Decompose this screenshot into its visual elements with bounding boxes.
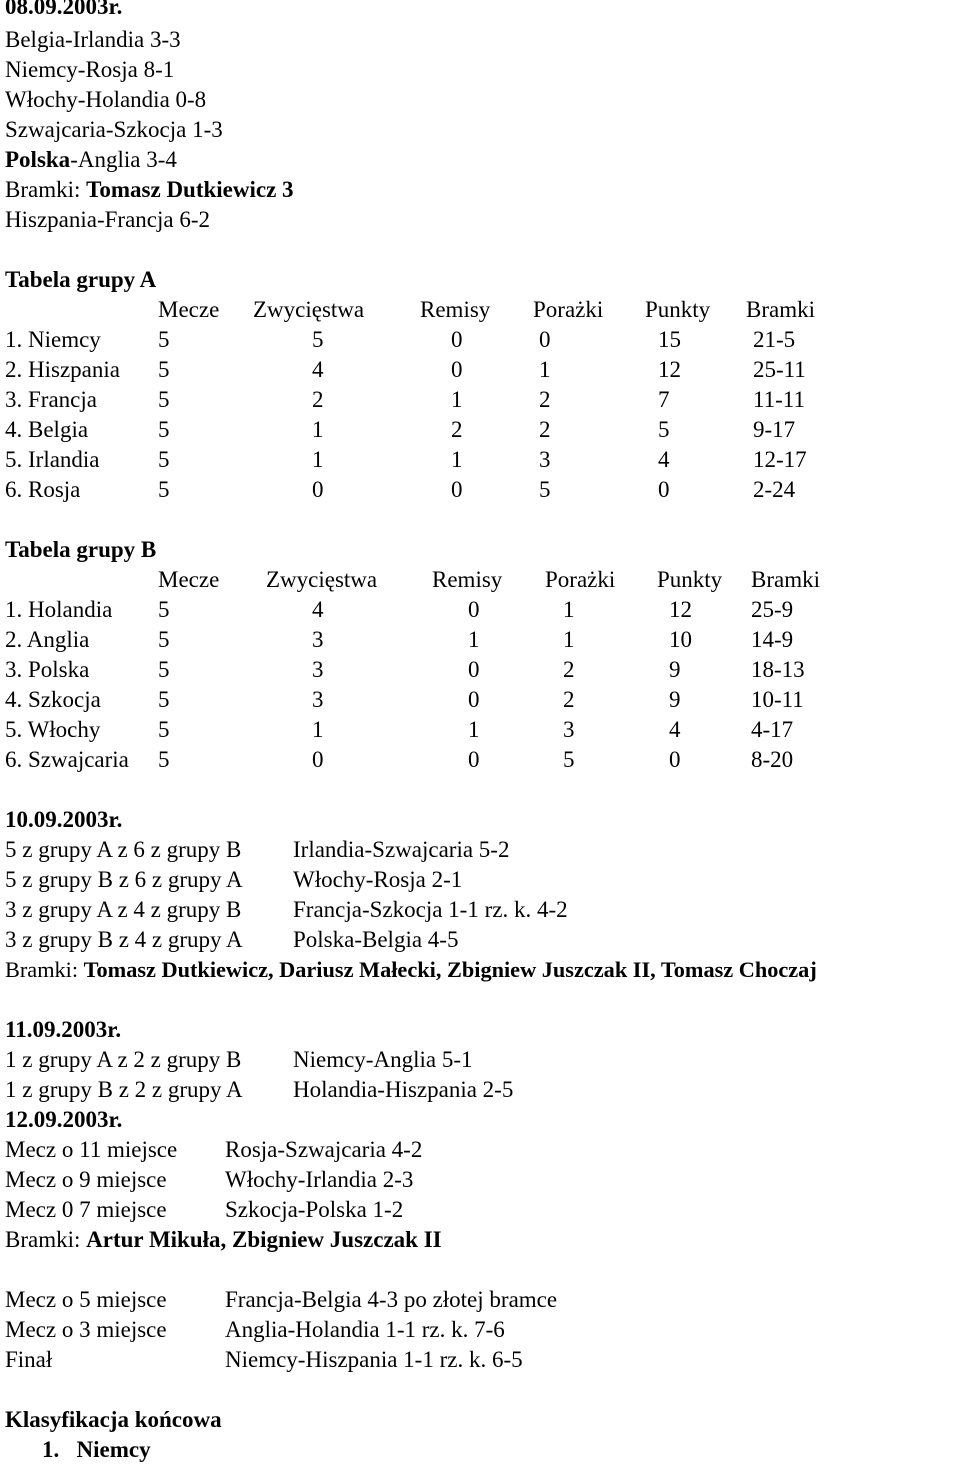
day1-match-4: Szwajcaria-Szkocja 1-3 [5, 117, 223, 142]
match-label: 5 z grupy B z 6 z grupy A [5, 867, 243, 892]
day1-match-1: Belgia-Irlandia 3-3 [5, 27, 181, 52]
cell-team: 2. Hiszpania [5, 357, 120, 382]
group-a-header-mecze: Mecze [158, 297, 220, 322]
table-row [5, 445, 960, 475]
day4-date: 12.09.2003r. [5, 1107, 123, 1132]
cell-zwyciestwa: 1 [312, 447, 324, 472]
cell-bramki: 4-17 [751, 717, 794, 742]
day2-date: 10.09.2003r. [5, 807, 123, 832]
cell-porazki: 2 [539, 417, 551, 442]
cell-porazki: 0 [539, 327, 551, 352]
table-row [5, 475, 960, 505]
cell-zwyciestwa: 4 [312, 357, 324, 382]
table-row [5, 625, 960, 655]
day1-match-3: Włochy-Holandia 0-8 [5, 87, 207, 112]
match-result: Francja-Szkocja 1-1 rz. k. 4-2 [293, 897, 568, 922]
scorers-names: Tomasz Dutkiewicz, Dariusz Małecki, Zbigniew Juszczak II, Tomasz Choczaj [83, 957, 817, 982]
group-a-header-punkty: Punkty [645, 297, 711, 322]
table-row [5, 415, 960, 445]
cell-mecze: 5 [158, 687, 170, 712]
cell-punkty: 4 [658, 447, 670, 472]
group-a-header-bramki: Bramki [746, 297, 815, 322]
cell-mecze: 5 [158, 747, 170, 772]
match-label: Mecz o 11 miejsce [5, 1137, 178, 1162]
day1-match-polska [5, 145, 177, 175]
match-result: Irlandia-Szwajcaria 5-2 [293, 837, 510, 862]
cell-zwyciestwa: 3 [312, 687, 324, 712]
group-b-header-zwyciestwa: Zwycięstwa [266, 567, 378, 592]
cell-porazki: 2 [563, 687, 575, 712]
cell-bramki: 12-17 [753, 447, 807, 472]
cell-remisy: 0 [468, 687, 480, 712]
cell-punkty: 12 [658, 357, 681, 382]
scorers-names: Tomasz Dutkiewicz 3 [86, 177, 294, 202]
match-result: Holandia-Hiszpania 2-5 [293, 1077, 514, 1102]
cell-zwyciestwa: 1 [312, 717, 324, 742]
table-row [5, 655, 960, 685]
cell-bramki: 8-20 [751, 747, 794, 772]
group-a-header-remisy: Remisy [420, 297, 491, 322]
table-row [5, 595, 960, 625]
cell-mecze: 5 [158, 417, 170, 442]
match-label: 1 z grupy B z 2 z grupy A [5, 1077, 243, 1102]
match-label: 1 z grupy A z 2 z grupy B [5, 1047, 242, 1072]
cell-punkty: 12 [669, 597, 692, 622]
cell-punkty: 15 [658, 327, 681, 352]
cell-porazki: 5 [563, 747, 575, 772]
day1-scorers [5, 175, 294, 205]
group-b-title: Tabela grupy B [5, 537, 157, 562]
cell-remisy: 1 [451, 447, 463, 472]
cell-mecze: 5 [158, 447, 170, 472]
group-b-header-mecze: Mecze [158, 567, 220, 592]
polska-match-rest: -Anglia 3-4 [70, 147, 177, 172]
day3-date: 11.09.2003r. [5, 1017, 122, 1042]
cell-bramki: 11-11 [753, 387, 805, 412]
day4-scorers [5, 1225, 442, 1255]
match-label: 3 z grupy B z 4 z grupy A [5, 927, 243, 952]
match-label: Mecz 0 7 miejsce [5, 1197, 167, 1222]
cell-porazki: 3 [539, 447, 551, 472]
cell-mecze: 5 [158, 717, 170, 742]
cell-punkty: 0 [669, 747, 681, 772]
cell-porazki: 1 [539, 357, 551, 382]
cell-team: 3. Polska [5, 657, 90, 682]
match-result: Włochy-Irlandia 2-3 [225, 1167, 414, 1192]
table-row [5, 715, 960, 745]
cell-zwyciestwa: 2 [312, 387, 324, 412]
cell-team: 4. Belgia [5, 417, 89, 442]
match-label: 5 z grupy A z 6 z grupy B [5, 837, 242, 862]
cell-punkty: 10 [669, 627, 692, 652]
day1-match-6: Hiszpania-Francja 6-2 [5, 207, 211, 232]
scorers-names: Artur Mikuła, Zbigniew Juszczak II [86, 1227, 442, 1252]
group-b-header-remisy: Remisy [432, 567, 503, 592]
match-label: 3 z grupy A z 4 z grupy B [5, 897, 242, 922]
cell-bramki: 2-24 [753, 477, 796, 502]
cell-team: 1. Holandia [5, 597, 113, 622]
cell-mecze: 5 [158, 327, 170, 352]
cell-mecze: 5 [158, 597, 170, 622]
cell-bramki: 21-5 [753, 327, 796, 352]
cell-punkty: 0 [658, 477, 670, 502]
match-result: Anglia-Holandia 1-1 rz. k. 7-6 [225, 1317, 505, 1342]
cell-bramki: 14-9 [751, 627, 794, 652]
group-a-header-row [5, 295, 960, 325]
day2-scorers [5, 955, 817, 985]
cell-remisy: 0 [451, 327, 463, 352]
table-row [5, 745, 960, 775]
match-result: Niemcy-Hiszpania 1-1 rz. k. 6-5 [225, 1347, 523, 1372]
table-row [5, 685, 960, 715]
cell-porazki: 1 [563, 627, 575, 652]
day1-date: 08.09.2003r. [5, 0, 123, 19]
cell-mecze: 5 [158, 477, 170, 502]
cell-team: 2. Anglia [5, 627, 90, 652]
cell-punkty: 5 [658, 417, 670, 442]
cell-remisy: 0 [468, 747, 480, 772]
cell-punkty: 9 [669, 657, 681, 682]
group-b-header-bramki: Bramki [751, 567, 820, 592]
cell-remisy: 0 [451, 357, 463, 382]
cell-bramki: 25-11 [753, 357, 806, 382]
cell-bramki: 10-11 [751, 687, 804, 712]
day1-match-2: Niemcy-Rosja 8-1 [5, 57, 175, 82]
group-b-header-row [5, 565, 960, 595]
cell-zwyciestwa: 5 [312, 327, 324, 352]
cell-remisy: 1 [468, 717, 480, 742]
cell-bramki: 9-17 [753, 417, 796, 442]
cell-punkty: 7 [658, 387, 670, 412]
cell-porazki: 3 [563, 717, 575, 742]
cell-bramki: 25-9 [751, 597, 794, 622]
group-a-title: Tabela grupy A [5, 267, 157, 292]
final-ranking-title: Klasyfikacja końcowa [5, 1407, 222, 1432]
cell-zwyciestwa: 4 [312, 597, 324, 622]
cell-remisy: 0 [451, 477, 463, 502]
match-result: Niemcy-Anglia 5-1 [293, 1047, 473, 1072]
cell-team: 5. Włochy [5, 717, 101, 742]
table-row [5, 385, 960, 415]
cell-mecze: 5 [158, 357, 170, 382]
cell-team: 3. Francja [5, 387, 97, 412]
cell-zwyciestwa: 3 [312, 657, 324, 682]
cell-team: 6. Szwajcaria [5, 747, 129, 772]
match-result: Szkocja-Polska 1-2 [225, 1197, 404, 1222]
polska-team-name: Polska [5, 147, 71, 172]
cell-team: 1. Niemcy [5, 327, 101, 352]
cell-remisy: 0 [468, 597, 480, 622]
cell-remisy: 2 [451, 417, 463, 442]
match-result: Polska-Belgia 4-5 [293, 927, 459, 952]
cell-mecze: 5 [158, 627, 170, 652]
cell-remisy: 1 [451, 387, 463, 412]
cell-bramki: 18-13 [751, 657, 805, 682]
scorers-label: Bramki: [5, 957, 84, 982]
cell-porazki: 5 [539, 477, 551, 502]
cell-mecze: 5 [158, 387, 170, 412]
group-b-header-porazki: Porażki [545, 567, 616, 592]
cell-zwyciestwa: 0 [312, 747, 324, 772]
cell-remisy: 1 [468, 627, 480, 652]
match-result: Rosja-Szwajcaria 4-2 [225, 1137, 423, 1162]
match-result: Francja-Belgia 4-3 po złotej bramce [225, 1287, 558, 1312]
cell-zwyciestwa: 3 [312, 627, 324, 652]
group-a-header-porazki: Porażki [533, 297, 604, 322]
cell-team: 4. Szkocja [5, 687, 101, 712]
match-label: Finał [5, 1347, 53, 1372]
cell-zwyciestwa: 1 [312, 417, 324, 442]
match-result: Włochy-Rosja 2-1 [293, 867, 463, 892]
cell-porazki: 2 [563, 657, 575, 682]
match-label: Mecz o 9 miejsce [5, 1167, 167, 1192]
cell-team: 6. Rosja [5, 477, 81, 502]
match-label: Mecz o 3 miejsce [5, 1317, 167, 1342]
table-row [5, 355, 960, 385]
cell-remisy: 0 [468, 657, 480, 682]
cell-team: 5. Irlandia [5, 447, 100, 472]
group-a-header-zwyciestwa: Zwycięstwa [253, 297, 365, 322]
cell-zwyciestwa: 0 [312, 477, 324, 502]
match-label: Mecz o 5 miejsce [5, 1287, 167, 1312]
scorers-label: Bramki: [5, 1227, 87, 1252]
table-row [5, 325, 960, 355]
cell-mecze: 5 [158, 657, 170, 682]
cell-porazki: 1 [563, 597, 575, 622]
cell-punkty: 9 [669, 687, 681, 712]
cell-punkty: 4 [669, 717, 681, 742]
group-b-header-punkty: Punkty [657, 567, 723, 592]
final-ranking-first: 1. Niemcy [42, 1437, 151, 1462]
scorers-label: Bramki: [5, 177, 87, 202]
cell-porazki: 2 [539, 387, 551, 412]
